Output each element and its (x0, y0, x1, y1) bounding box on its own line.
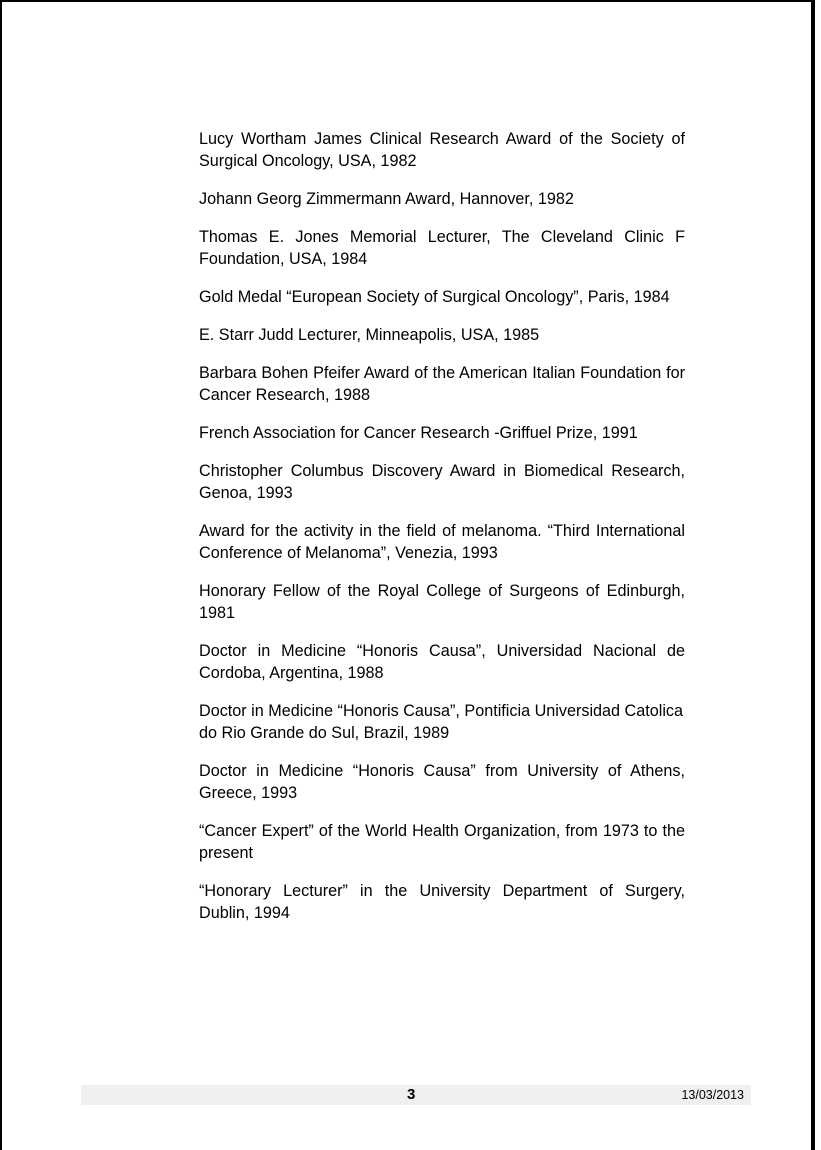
award-entry: Doctor in Medicine “Honoris Causa” from University of Athens, Greece, 1993 (199, 762, 685, 802)
award-entry: “Cancer Expert” of the World Health Organization, from 1973 to the present (199, 822, 685, 862)
award-entry: Barbara Bohen Pfeifer Award of the American Italian Foundation for Cancer Research, 1988 (199, 364, 685, 404)
footer-date: 13/03/2013 (681, 1088, 744, 1102)
award-entry: Thomas E. Jones Memorial Lecturer, The Cleveland Clinic F Foundation, USA, 1984 (199, 228, 685, 268)
page-footer (81, 1085, 751, 1105)
award-entry: “Honorary Lecturer” in the University Department of Surgery, Dublin, 1994 (199, 882, 685, 922)
page-number: 3 (407, 1086, 416, 1103)
award-entry: Doctor in Medicine “Honoris Causa”, Universidad Nacional de Cordoba, Argentina, 1988 (199, 642, 685, 682)
award-entry: French Association for Cancer Research -Griffuel Prize, 1991 (199, 424, 638, 442)
award-entry: Johann Georg Zimmermann Award, Hannover, 1982 (199, 190, 574, 208)
award-entry: E. Starr Judd Lecturer, Minneapolis, USA, 1985 (199, 326, 540, 344)
award-entry: Gold Medal “European Society of Surgical Oncology”, Paris, 1984 (199, 288, 670, 306)
awards-list (199, 128, 685, 940)
award-entry: Award for the activity in the field of melanoma. “Third International Conference of Melanoma”, Venezia, 1993 (199, 522, 685, 562)
award-entry: Christopher Columbus Discovery Award in Biomedical Research, Genoa, 1993 (199, 462, 685, 502)
award-entry: Honorary Fellow of the Royal College of Surgeons of Edinburgh, 1981 (199, 582, 685, 622)
award-entry: Lucy Wortham James Clinical Research Award of the Society of Surgical Oncology, USA, 1982 (199, 130, 685, 170)
award-entry: Doctor in Medicine “Honoris Causa”, Pontificia Universidad Catolica do Rio Grande do Sul, Brazil, 1989 (199, 702, 684, 742)
